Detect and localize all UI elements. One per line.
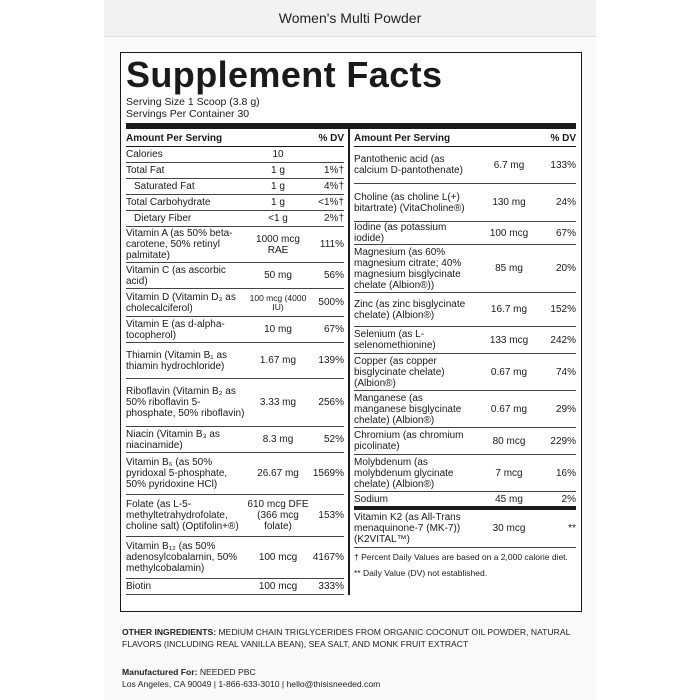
servings-per-container: Servings Per Container 30 xyxy=(126,108,250,120)
nutrient-amount: 6.7 mg xyxy=(493,159,525,171)
nutrient-amount: 85 mg xyxy=(495,263,523,274)
nutrient-dv: 29% xyxy=(555,403,576,415)
nutrient-name: Vitamin K2 (as All-Trans menaquinone-7 (MK-7)) (K2VITAL™) xyxy=(354,512,461,545)
left-rows xyxy=(126,147,344,595)
nutrient-dv: 152% xyxy=(550,304,576,315)
nutrient-name: Selenium (as L-selenomethionine) xyxy=(354,329,436,351)
nutrient-name: Riboflavin (Vitamin B₂ as 50% riboflavin 5-phosphate, 50% riboflavin) xyxy=(126,386,245,419)
nutrient-name: Molybdenum (as molybdenum glycinate chelate) (Albion®) xyxy=(354,456,454,490)
product-title-bar xyxy=(104,0,596,37)
right-column-header xyxy=(354,129,576,147)
nutrient-amount: 100 mcg xyxy=(258,552,298,563)
nutrient-row xyxy=(354,184,576,222)
nutrient-row xyxy=(354,222,576,245)
nutrient-amount: 45 mg xyxy=(495,493,523,505)
nutrient-row xyxy=(126,179,344,195)
nutrient-dv: 16% xyxy=(555,467,576,479)
nutrient-name: Total Carbohydrate xyxy=(126,197,211,208)
manufacturer-info xyxy=(122,666,582,690)
left-column-header xyxy=(126,129,344,147)
label-title: Supplement Facts xyxy=(126,54,443,95)
product-name: Women's Multi Powder xyxy=(278,10,422,26)
nutrient-row xyxy=(126,537,344,579)
nutrient-name: Biotin xyxy=(126,581,152,592)
nutrient-dv: 500% xyxy=(318,297,344,308)
other-ingredients xyxy=(122,626,582,650)
nutrient-amount: 133 mcg xyxy=(489,334,529,346)
nutrient-dv: ** xyxy=(568,523,576,534)
nutrient-amount: 1000 mcg RAE xyxy=(256,233,300,256)
nutrient-row xyxy=(354,428,576,455)
nutrient-amount: 100 mcg xyxy=(489,227,529,239)
nutrient-dv: 4167% xyxy=(312,552,344,563)
nutrient-dv: 2% xyxy=(561,493,576,505)
nutrient-dv: 229% xyxy=(550,435,576,447)
nutrient-amount: 1 g xyxy=(271,197,285,208)
other-ingredients-text: MEDIUM CHAIN TRIGLYCERIDES FROM ORGANIC COCONUT OIL POWDER, NATURAL FLAVORS (INCLUDING REAL VANILLA BEAN), SEA SALT, AND MONK FRUIT EXTRACT xyxy=(122,627,571,649)
nutrient-name: Zinc (as zinc bisglycinate chelate) (Albion®) xyxy=(354,298,466,321)
nutrient-amount: 100 mcg (4000 IU) xyxy=(249,292,307,312)
nutrient-amount: 8.3 mg xyxy=(262,434,294,445)
nutrient-name: Copper (as copper bisglycinate chelate) (Albion®) xyxy=(354,355,445,389)
nutrient-dv: 56% xyxy=(323,270,344,281)
nutrient-name: Niacin (Vitamin B₃ as niacinamide) xyxy=(126,428,220,451)
nutrient-name: Saturated Fat xyxy=(134,181,195,192)
nutrient-name: Vitamin B₆ (as 50% pyridoxal 5-phosphate, 50% pyridoxine HCl) xyxy=(126,457,228,490)
nutrient-amount: 10 xyxy=(272,149,284,160)
nutrient-amount: <1 g xyxy=(268,213,288,224)
right-column xyxy=(348,129,576,595)
nutrient-row xyxy=(126,147,344,163)
nutrient-name: Pantothenic acid (as calcium D-pantothenate) xyxy=(354,154,463,176)
nutrient-dv: 133% xyxy=(550,159,576,171)
nutrient-row xyxy=(126,427,344,453)
serving-size: Serving Size 1 Scoop (3.8 g) xyxy=(126,96,260,108)
nutrient-dv: 67% xyxy=(555,227,576,239)
nutrient-dv: <1%† xyxy=(318,197,344,208)
nutrient-amount: 610 mcg DFE (366 mcg folate) xyxy=(247,499,309,532)
nutrient-amount: 3.33 mg xyxy=(259,397,297,408)
nutrient-row xyxy=(126,211,344,227)
nutrient-row xyxy=(126,379,344,427)
serving-info xyxy=(126,96,576,120)
footnotes xyxy=(354,548,576,580)
nutrient-amount: 26.67 mg xyxy=(257,468,299,479)
nutrient-row xyxy=(126,263,344,289)
other-ingredients-label: OTHER INGREDIENTS: xyxy=(122,627,217,637)
nutrient-row xyxy=(126,579,344,595)
nutrient-amount: 100 mcg xyxy=(258,581,298,592)
nutrient-name: Calories xyxy=(126,149,163,160)
nutrient-row xyxy=(354,354,576,391)
nutrient-dv: 242% xyxy=(550,334,576,346)
nutrient-row xyxy=(126,495,344,537)
nutrient-row xyxy=(354,147,576,184)
nutrient-row xyxy=(354,391,576,428)
product-page xyxy=(104,0,596,700)
nutrient-dv: 67% xyxy=(323,324,344,335)
nutrient-dv: 256% xyxy=(318,397,344,408)
nutrient-row xyxy=(354,510,576,548)
nutrient-row xyxy=(126,163,344,179)
nutrient-row xyxy=(354,492,576,510)
nutrient-name: Folate (as L-5-methyltetrahydrofolate, choline salt) (Optifolin+®) xyxy=(126,499,239,532)
nutrient-name: Chromium (as chromium picolinate) xyxy=(354,430,464,452)
nutrient-amount: 16.7 mg xyxy=(490,304,528,315)
nutrient-name: Thiamin (Vitamin B₁ as thiamin hydrochloride) xyxy=(126,349,228,372)
nutrient-row xyxy=(126,227,344,263)
nutrient-dv: 153% xyxy=(318,510,344,521)
right-rows xyxy=(354,147,576,548)
nutrient-name: Vitamin A (as 50% beta-carotene, 50% retinyl palmitate) xyxy=(126,228,233,261)
manufacturer-name: NEEDED PBC xyxy=(197,667,256,677)
nutrient-dv: 4%† xyxy=(323,181,344,192)
manufacturer-contact: Los Angeles, CA 90049 | 1-866-633-3010 | hello@thisisneeded.com xyxy=(122,679,381,689)
supplement-facts-label xyxy=(120,52,582,612)
nutrient-row xyxy=(354,293,576,327)
nutrient-name: Dietary Fiber xyxy=(134,213,192,224)
nutrient-amount: 7 mcg xyxy=(495,467,523,479)
nutrient-name: Vitamin D (Vitamin D₃ as cholecalciferol) xyxy=(126,291,236,314)
nutrient-dv: 2%† xyxy=(323,213,344,224)
nutrient-amount: 1 g xyxy=(271,165,285,176)
nutrient-row xyxy=(126,289,344,317)
nutrient-name: Iodine (as potassium iodide) xyxy=(354,222,447,244)
nutrient-row xyxy=(354,455,576,492)
nutrient-dv: 24% xyxy=(555,197,576,208)
nutrient-dv: 111% xyxy=(319,239,344,250)
nutrient-amount: 80 mcg xyxy=(492,435,526,447)
nutrient-name: Total Fat xyxy=(126,165,165,176)
nutrient-row xyxy=(354,245,576,293)
nutrient-dv: 52% xyxy=(323,434,344,445)
nutrient-amount: 10 mg xyxy=(264,324,292,335)
nutrient-name: Choline (as choline L(+) bitartrate) (VitaCholine®) xyxy=(354,191,465,214)
nutrient-dv: 1569% xyxy=(312,468,344,479)
nutrient-row xyxy=(126,317,344,343)
header-amount-per-serving: Amount Per Serving xyxy=(354,133,451,144)
nutrient-amount: 30 mcg xyxy=(492,523,526,534)
header-amount-per-serving: Amount Per Serving xyxy=(126,133,223,144)
footnote-dagger: † Percent Daily Values are based on a 2,000 calorie diet. xyxy=(354,552,568,562)
nutrient-amount: 0.67 mg xyxy=(490,403,528,415)
nutrient-row xyxy=(126,453,344,495)
header-dv: % DV xyxy=(550,133,576,144)
nutrient-amount: 50 mg xyxy=(264,270,292,281)
nutrient-name: Vitamin B₁₂ (as 50% adenosylcobalamin, 50% methylcobalamin) xyxy=(126,541,238,574)
nutrient-amount: 130 mg xyxy=(492,197,526,208)
header-dv: % DV xyxy=(318,133,344,144)
nutrient-name: Manganese (as manganese bisglycinate chelate) (Albion®) xyxy=(354,392,462,426)
nutrient-amount: 0.67 mg xyxy=(490,366,528,378)
nutrient-dv: 20% xyxy=(555,263,576,274)
nutrient-dv: 139% xyxy=(318,355,344,366)
nutrient-dv: 1%† xyxy=(323,165,344,176)
left-column xyxy=(126,129,348,595)
nutrient-name: Vitamin C (as ascorbic acid) xyxy=(126,264,226,287)
nutrient-amount: 1.67 mg xyxy=(259,355,297,366)
footnote-double-star: ** Daily Value (DV) not established. xyxy=(354,568,488,578)
nutrient-amount: 1 g xyxy=(271,181,285,192)
nutrient-row xyxy=(354,327,576,354)
nutrient-name: Sodium xyxy=(354,493,388,505)
nutrient-columns xyxy=(126,129,576,595)
nutrient-dv: 333% xyxy=(318,581,344,592)
nutrient-row xyxy=(126,343,344,379)
nutrient-dv: 74% xyxy=(555,366,576,378)
manufacturer-label: Manufactured For: xyxy=(122,667,198,677)
nutrient-name: Magnesium (as 60% magnesium citrate; 40% magnesium bisglycinate chelate (Albion®)) xyxy=(354,246,462,291)
nutrient-row xyxy=(126,195,344,211)
nutrient-name: Vitamin E (as d-alpha-tocopherol) xyxy=(126,318,225,341)
